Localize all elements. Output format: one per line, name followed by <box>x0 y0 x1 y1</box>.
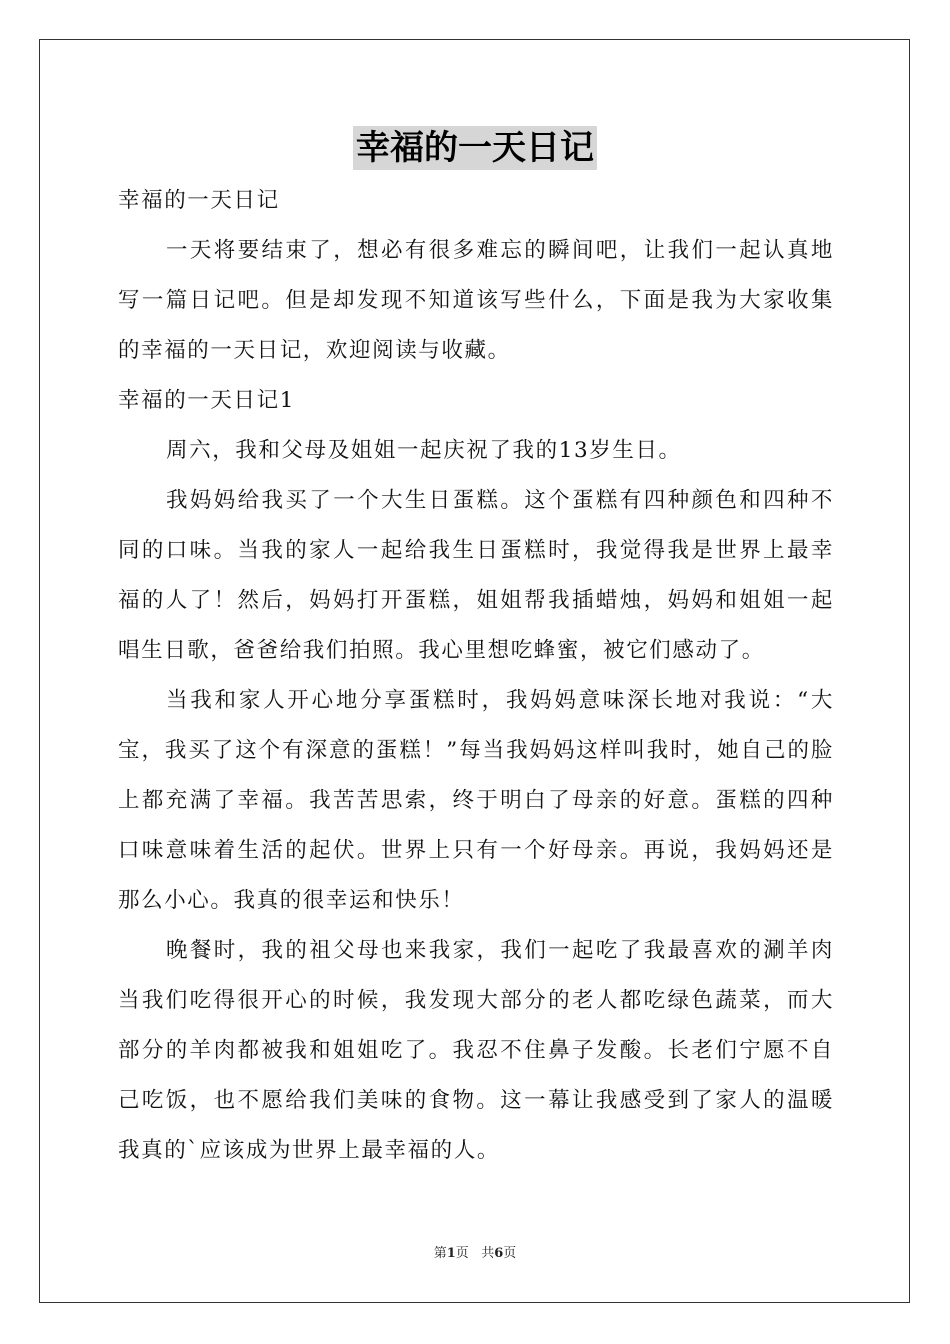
document-body <box>118 176 834 1176</box>
paragraph-body: 我妈妈给我买了一个大生日蛋糕。这个蛋糕有四种颜色和四种不同的口味。当我的家人一起给我生日蛋糕时，我觉得我是世界上最幸福的人了！然后，妈妈打开蛋糕，姐姐帮我插蜡烛，妈妈和姐姐一起唱生日歌，爸爸给我们拍照。我心里想吃蜂蜜，被它们感动了。 <box>118 488 834 663</box>
page-footer <box>0 1244 950 1264</box>
page-prefix: 第 <box>433 1246 447 1261</box>
title-container <box>0 126 950 170</box>
current-page-number: 1 <box>446 1246 456 1261</box>
paragraph-subheading: 幸福的一天日记1 <box>118 388 295 413</box>
document-title: 幸福的一天日记 <box>353 126 597 170</box>
page-suffix: 页 <box>455 1246 469 1261</box>
total-prefix: 共 <box>481 1246 495 1261</box>
paragraph-heading: 幸福的一天日记 <box>118 188 280 213</box>
total-suffix: 页 <box>503 1246 517 1261</box>
paragraph-intro: 一天将要结束了，想必有很多难忘的瞬间吧，让我们一起认真地写一篇日记吧。但是却发现不知道该写些什么，下面是我为大家收集的幸福的一天日记，欢迎阅读与收藏。 <box>118 238 834 363</box>
paragraph-body: 周六，我和父母及姐姐一起庆祝了我的13岁生日。 <box>166 438 682 463</box>
paragraph-body: 当我和家人开心地分享蛋糕时，我妈妈意味深长地对我说：“大宝，我买了这个有深意的蛋糕！”每当我妈妈这样叫我时，她自己的脸上都充满了幸福。我苦苦思索，终于明白了母亲的好意。蛋糕的四种口味意味着生活的起伏。世界上只有一个好母亲。再说，我妈妈还是那么小心。我真的很幸运和快乐！ <box>118 688 834 913</box>
paragraph-body: 晚餐时，我的祖父母也来我家，我们一起吃了我最喜欢的涮羊肉当我们吃得很开心的时候，我发现大部分的老人都吃绿色蔬菜，而大部分的羊肉都被我和姐姐吃了。我忍不住鼻子发酸。长老们宁愿不自己吃饭，也不愿给我们美味的食物。这一幕让我感受到了家人的温暖我真的`应该成为世界上最幸福的人。 <box>118 938 834 1163</box>
total-page-count: 6 <box>494 1246 504 1261</box>
